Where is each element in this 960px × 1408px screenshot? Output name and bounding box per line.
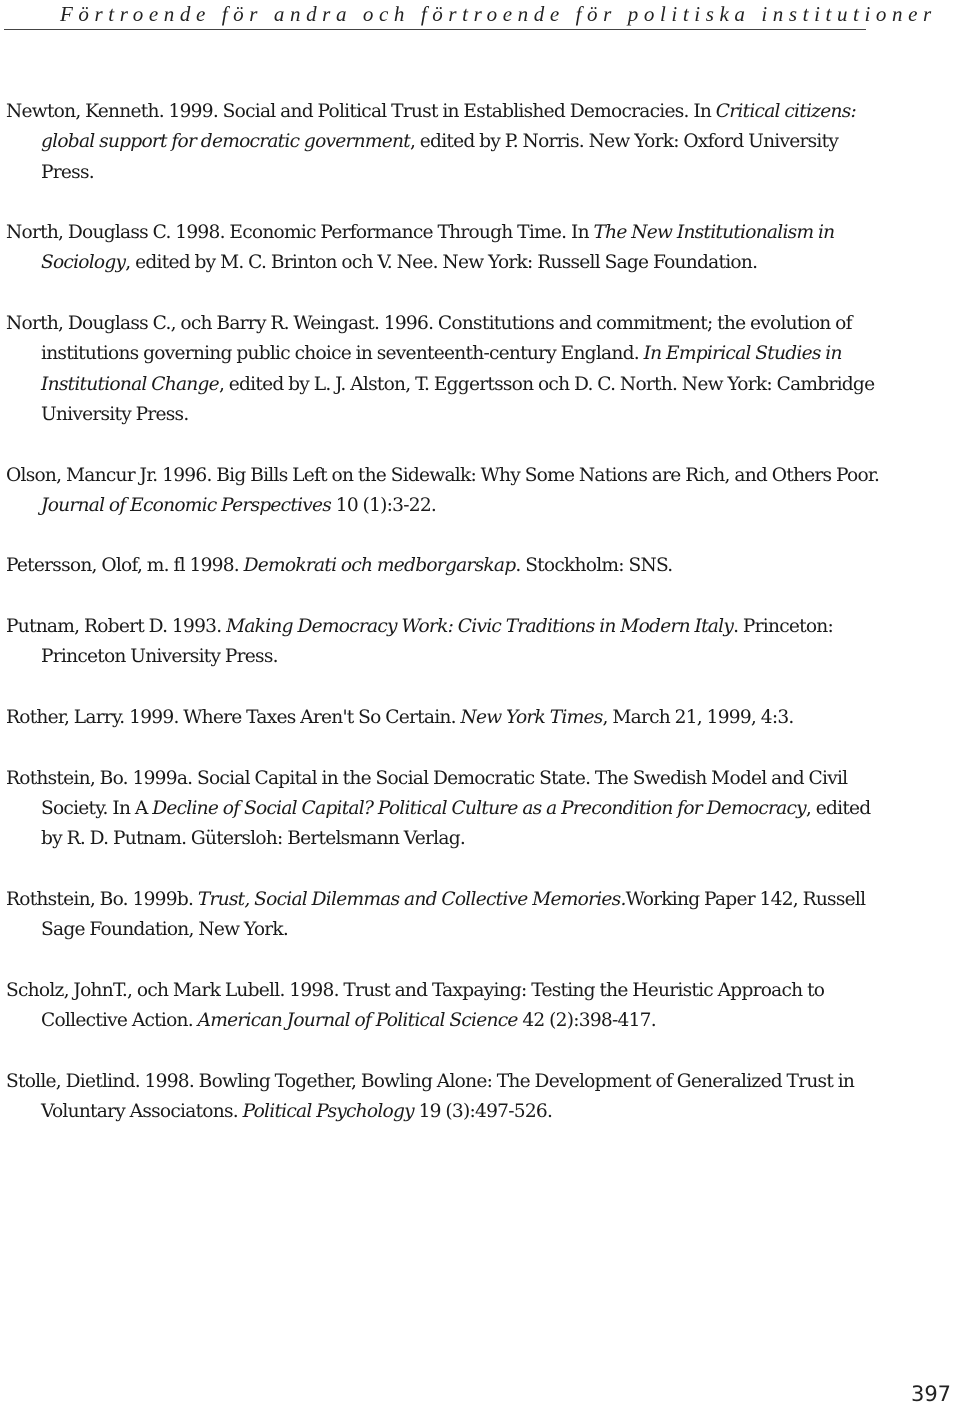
reference-title-italic: Trust, Social Dilemmas and Collective Memories. — [197, 888, 626, 910]
reference-title-italic: American Journal of Political Science — [197, 1009, 518, 1031]
reference-entry — [6, 1067, 886, 1128]
reference-title-italic: New York Times — [460, 706, 603, 728]
reference-entry — [6, 461, 886, 522]
reference-text: , March 21, 1999, 4:3. — [602, 706, 794, 728]
reference-text: Putnam, Robert D. 1993. — [6, 616, 227, 638]
reference-list — [6, 97, 886, 1157]
reference-text: . Stockholm: SNS. — [515, 555, 673, 577]
reference-text: North, Douglass C., och Barry R. Weingast. 1996. Constitutions and commitment; the evolution of institutions governing public choice in seventeenth-century England. — [6, 313, 852, 365]
reference-text: Working Paper 142, Russell Sage Foundation, New York. — [41, 888, 866, 941]
reference-text: Rother, Larry. 1999. Where Taxes Aren't So Certain. — [6, 706, 461, 728]
reference-entry — [6, 218, 886, 279]
reference-text: North, Douglass C. 1998. Economic Performance Through Time. In — [6, 222, 594, 244]
reference-text: Stolle, Dietlind. 1998. Bowling Together, Bowling Alone: The Development of Generalized Trust in Voluntary Associatons. — [6, 1070, 855, 1122]
reference-text: , edited by L. J. Alston, T. Eggertsson och D. C. North. New York: Cambridge University Press. — [41, 373, 875, 425]
header-rule — [4, 29, 866, 30]
reference-title-italic: In Empirical Studies in Institutional Change — [41, 343, 842, 395]
reference-text: 42 (2):398-417. — [517, 1009, 656, 1031]
reference-entry — [6, 97, 886, 188]
reference-text: 19 (3):497-526. — [413, 1100, 553, 1122]
reference-entry — [6, 612, 886, 673]
reference-entry — [6, 551, 886, 581]
reference-title-italic: Journal of Economic Perspectives — [41, 494, 332, 516]
reference-entry — [6, 309, 886, 430]
reference-text: . Princeton: Princeton University Press. — [41, 616, 834, 668]
reference-text: 10 (1):3-22. — [331, 494, 437, 516]
reference-text: Newton, Kenneth. 1999. Social and Political Trust in Established Democracies. In — [6, 101, 716, 122]
reference-text: Olson, Mancur Jr. 1996. Big Bills Left on the Sidewalk: Why Some Nations are Rich, and Others Poor. — [6, 464, 880, 486]
reference-text: Rothstein, Bo. 1999b. — [6, 888, 198, 910]
reference-title-italic: Critical citizens: global support for democratic government — [41, 101, 856, 153]
reference-entry — [6, 703, 886, 733]
reference-text: , edited by M. C. Brinton och V. Nee. New York: Russell Sage Foundation. — [125, 252, 758, 274]
reference-entry — [6, 976, 886, 1037]
reference-entry — [6, 764, 886, 855]
reference-entry — [6, 885, 886, 946]
reference-title-italic: Making Democracy Work: Civic Traditions in Modern Italy — [226, 616, 734, 638]
reference-text: Petersson, Olof, m. fl 1998. — [6, 555, 244, 577]
reference-title-italic: The New Institutionalism in Sociology — [41, 222, 835, 274]
reference-text: Scholz, JohnT., och Mark Lubell. 1998. Trust and Taxpaying: Testing the Heuristic Approach to Collective Action. — [6, 979, 825, 1031]
reference-title-italic: Demokrati och medborgarskap — [243, 555, 516, 577]
running-header: Förtroende för andra och förtroende för politiska institutioner — [60, 2, 937, 26]
reference-text: Rothstein, Bo. 1999a. Social Capital in the Social Democratic State. The Swedish Model and Civil Society. In A — [6, 767, 848, 819]
page-number: 397 — [902, 1380, 960, 1408]
reference-title-italic: Political Psychology — [242, 1100, 414, 1122]
reference-title-italic: Decline of Social Capital? Political Culture as a Precondition for Democracy — [152, 797, 806, 819]
reference-text: , edited by R. D. Putnam. Gütersloh: Bertelsmann Verlag. — [41, 797, 871, 850]
reference-text: , edited by P. Norris. New York: Oxford University Press. — [41, 131, 839, 183]
